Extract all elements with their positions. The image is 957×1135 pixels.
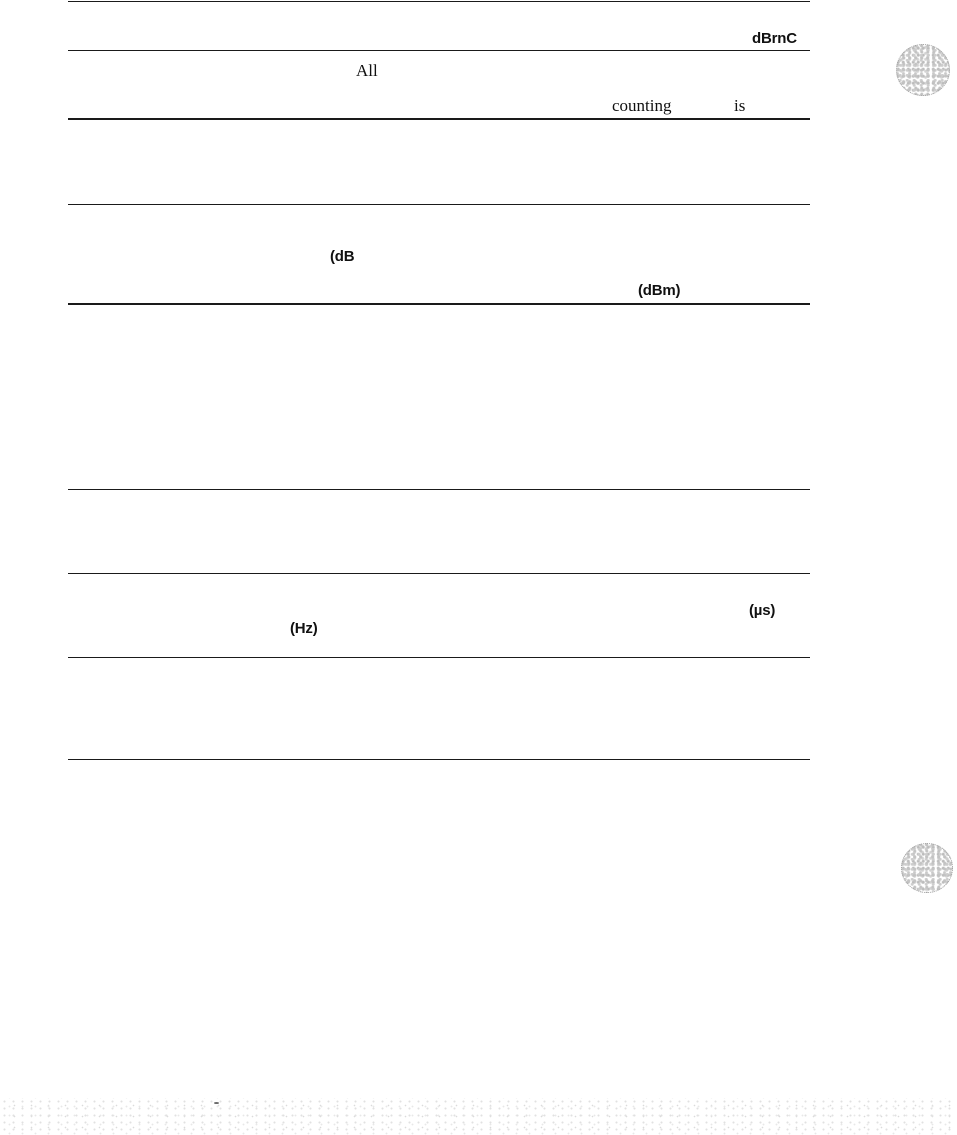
row-rule [68, 657, 810, 658]
text-all: All [356, 61, 378, 80]
scan-speck [214, 1102, 219, 1104]
text-counting: counting [612, 96, 672, 115]
text-is: is [734, 96, 746, 115]
unit-hertz: (Hz) [290, 620, 318, 637]
row-rule [68, 118, 810, 120]
row-rule [68, 489, 810, 490]
row-rule [68, 303, 810, 305]
row-rule [68, 204, 810, 205]
unit-db: (dB [330, 248, 355, 265]
punch-hole-mark-bottom [901, 843, 953, 893]
punch-hole-mark-top [896, 44, 950, 96]
scan-noise-band [0, 1098, 957, 1135]
table-bottom-rule [68, 759, 810, 760]
unit-dbm: (dBm) [638, 282, 681, 299]
table-top-rule [68, 1, 810, 2]
header-bottom-rule [68, 50, 810, 51]
header-unit-dbrnc: dBrnC [752, 30, 797, 47]
unit-microseconds: (µs) [749, 602, 776, 619]
row-rule [68, 573, 810, 574]
